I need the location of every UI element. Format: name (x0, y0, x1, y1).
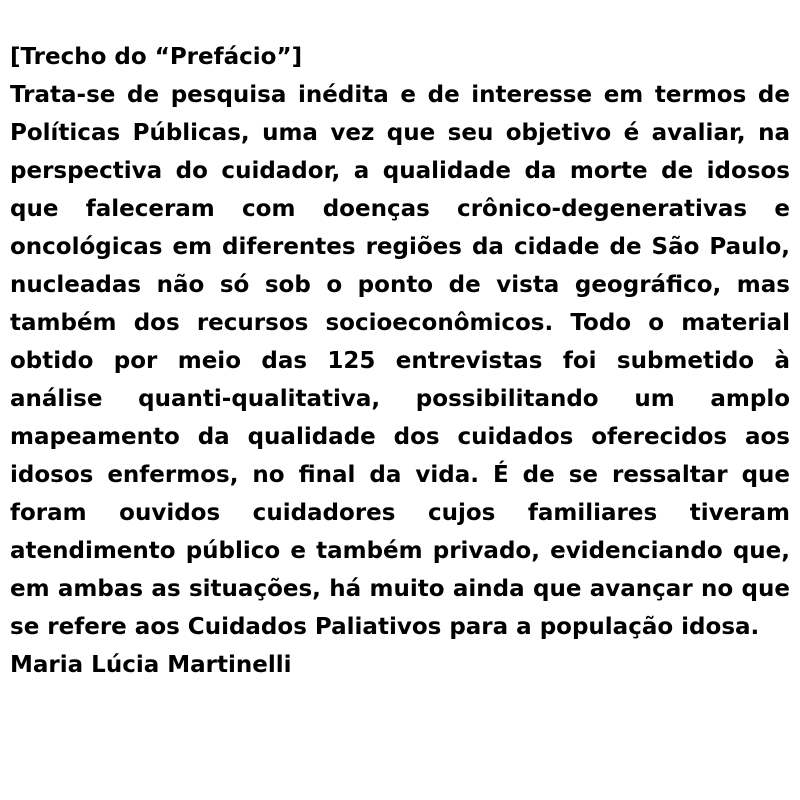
excerpt-heading: [Trecho do “Prefácio”] (10, 44, 303, 70)
excerpt-body: Trata-se de pesquisa inédita e de interesse em termos de Políticas Públicas, uma vez que seu objetivo é avaliar, na perspectiva do cuidador, a qualidade da morte de idosos que faleceram com doenças crônico-degenerativas e oncológicas em diferentes regiões da cidade de São Paulo, nucleadas não só sob o ponto de vista geográfico, mas também dos recursos socioeconômicos. Todo o material obtido por meio das 125 entrevistas foi submetido à análise quanti-qualitativa, possibilitando um amplo mapeamento da qualidade dos cuidados oferecidos aos idosos enfermos, no final da vida. É de se ressaltar que foram ouvidos cuidadores cujos familiares tiveram atendimento público e também privado, evidenciando que, em ambas as situações, há muito ainda que avançar no que se refere aos Cuidados Paliativos para a população idosa. (10, 82, 790, 640)
excerpt-author: Maria Lúcia Martinelli (10, 652, 292, 678)
preface-excerpt (10, 38, 790, 684)
